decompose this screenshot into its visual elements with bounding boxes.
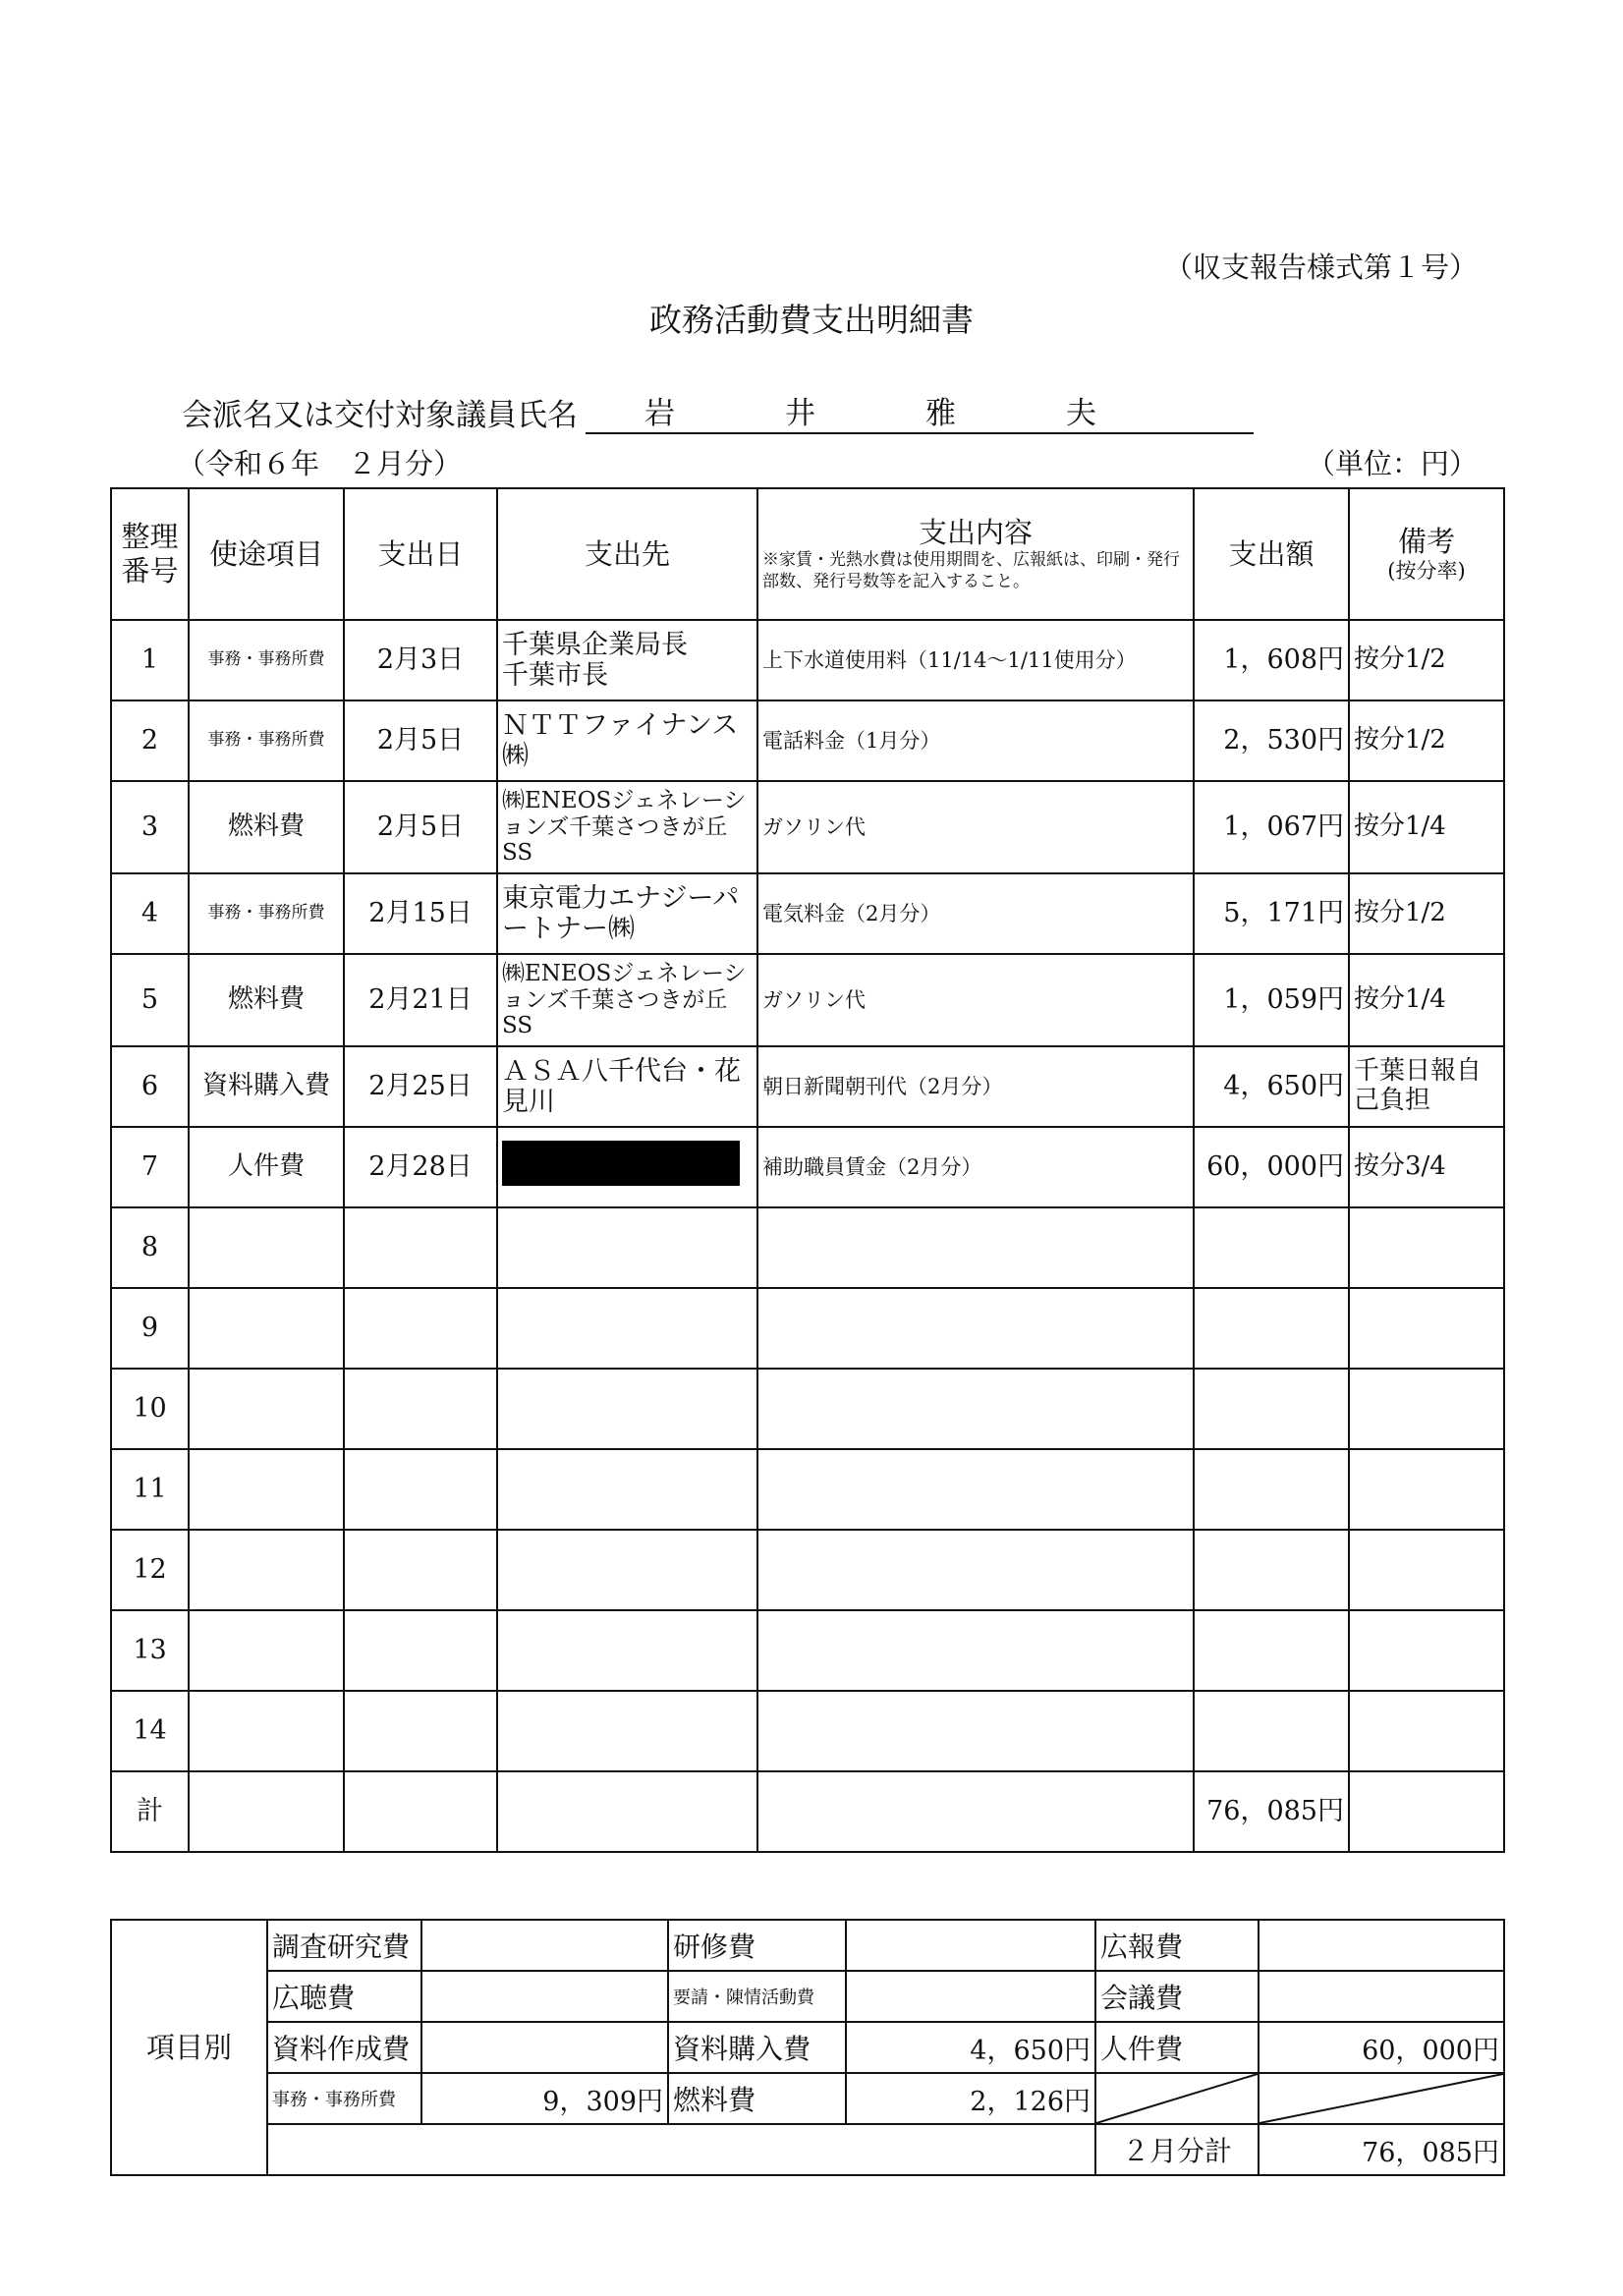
diagonal-line [1259, 2074, 1503, 2123]
row-date: 2月15日 [344, 873, 497, 954]
header-remark [1349, 488, 1504, 620]
row-date [344, 1207, 497, 1288]
header-remark-title: 備考 [1397, 525, 1455, 558]
summary-row [111, 2073, 1504, 2124]
row-content [757, 1288, 1194, 1369]
row-date: 2月21日 [344, 954, 497, 1046]
header-content-title: 支出内容 [918, 515, 1033, 549]
row-date: 2月5日 [344, 700, 497, 781]
row-category [189, 1530, 344, 1610]
row-amount: 2，530円 [1194, 700, 1349, 781]
summary-label: 資料作成費 [267, 2022, 421, 2073]
row-number: 4 [111, 873, 189, 954]
row-content [757, 1449, 1194, 1530]
row-category [189, 1449, 344, 1530]
table-cell [344, 1771, 497, 1852]
table-row [111, 1288, 1504, 1369]
row-amount [1194, 1288, 1349, 1369]
diagonal-line [1096, 2074, 1258, 2123]
table-row [111, 1691, 1504, 1771]
row-payee [497, 1288, 757, 1369]
summary-value: 4，650円 [846, 2022, 1095, 2073]
summary-label: 広報費 [1095, 1920, 1259, 1971]
summary-value [1259, 1920, 1504, 1971]
row-amount [1194, 1449, 1349, 1530]
header-payee: 支出先 [497, 488, 757, 620]
total-row [111, 1771, 1504, 1852]
row-amount [1194, 1610, 1349, 1691]
row-date [344, 1288, 497, 1369]
row-content [757, 1610, 1194, 1691]
report-period: （令和６年 ２月分） [177, 447, 463, 480]
diagonal-line-cell [1259, 2073, 1504, 2124]
member-name [586, 388, 1254, 434]
table-row [111, 700, 1504, 781]
row-category: 燃料費 [189, 954, 344, 1046]
row-category: 事務・事務所費 [189, 700, 344, 781]
unit-label: （単位：円） [1306, 447, 1478, 480]
row-category: 人件費 [189, 1127, 344, 1207]
name-char: 夫 [1066, 396, 1098, 431]
row-remark: 按分1/2 [1349, 873, 1504, 954]
row-category: 事務・事務所費 [189, 620, 344, 700]
name-row [182, 388, 1254, 434]
row-number: 8 [111, 1207, 189, 1288]
row-number: 7 [111, 1127, 189, 1207]
summary-label: 調査研究費 [267, 1920, 421, 1971]
row-remark: 千葉日報自己負担 [1349, 1046, 1504, 1127]
row-payee: 千葉県企業局長 千葉市長 [497, 620, 757, 700]
row-remark [1349, 1207, 1504, 1288]
table-row [111, 1530, 1504, 1610]
row-number: 2 [111, 700, 189, 781]
row-remark: 按分1/4 [1349, 954, 1504, 1046]
row-content [757, 1207, 1194, 1288]
table-row [111, 1610, 1504, 1691]
summary-label: 燃料費 [668, 2073, 846, 2124]
total-amount: 76，085円 [1194, 1771, 1349, 1852]
row-date [344, 1449, 497, 1530]
summary-label: 会議費 [1095, 1971, 1259, 2022]
summary-row [111, 2124, 1504, 2175]
total-label: 計 [111, 1771, 189, 1852]
row-date [344, 1610, 497, 1691]
row-date [344, 1369, 497, 1449]
summary-label: 研修費 [668, 1920, 846, 1971]
summary-blank [267, 2124, 1095, 2175]
row-amount [1194, 1369, 1349, 1449]
summary-label: 資料購入費 [668, 2022, 846, 2073]
row-amount: 60，000円 [1194, 1127, 1349, 1207]
row-number: 13 [111, 1610, 189, 1691]
row-payee [497, 1691, 757, 1771]
row-remark [1349, 1449, 1504, 1530]
header-no: 整理番号 [111, 488, 189, 620]
row-remark: 按分3/4 [1349, 1127, 1504, 1207]
month-total-value: 76，085円 [1259, 2124, 1504, 2175]
row-content [757, 1369, 1194, 1449]
table-row [111, 1127, 1504, 1207]
table-cell [497, 1771, 757, 1852]
summary-row [111, 2022, 1504, 2073]
table-header-row [111, 488, 1504, 620]
row-content: 上下水道使用料（11/14～1/11使用分） [757, 620, 1194, 700]
row-amount: 1，059円 [1194, 954, 1349, 1046]
row-content: ガソリン代 [757, 781, 1194, 873]
summary-value [421, 2022, 668, 2073]
row-amount [1194, 1207, 1349, 1288]
summary-label: 要請・陳情活動費 [668, 1971, 846, 2022]
row-payee [497, 1127, 757, 1207]
form-number: （収支報告様式第１号） [1163, 251, 1478, 284]
table-cell [757, 1771, 1194, 1852]
row-category [189, 1610, 344, 1691]
table-row [111, 873, 1504, 954]
row-content [757, 1691, 1194, 1771]
row-number: 9 [111, 1288, 189, 1369]
header-date: 支出日 [344, 488, 497, 620]
row-payee [497, 1369, 757, 1449]
summary-value: 9，309円 [421, 2073, 668, 2124]
table-row [111, 954, 1504, 1046]
name-label: 会派名又は交付対象議員氏名 [182, 398, 578, 433]
row-date: 2月3日 [344, 620, 497, 700]
summary-label: 事務・事務所費 [267, 2073, 421, 2124]
summary-value: 60，000円 [1259, 2022, 1504, 2073]
summary-row [111, 1920, 1504, 1971]
row-payee [497, 1449, 757, 1530]
row-content: 電気料金（2月分） [757, 873, 1194, 954]
row-remark [1349, 1288, 1504, 1369]
row-category [189, 1691, 344, 1771]
table-row [111, 781, 1504, 873]
row-amount: 4，650円 [1194, 1046, 1349, 1127]
summary-value [421, 1920, 668, 1971]
row-remark: 按分1/4 [1349, 781, 1504, 873]
row-category: 資料購入費 [189, 1046, 344, 1127]
summary-value [846, 1971, 1095, 2022]
row-remark [1349, 1369, 1504, 1449]
row-remark [1349, 1610, 1504, 1691]
row-amount [1194, 1530, 1349, 1610]
row-content: 補助職員賃金（2月分） [757, 1127, 1194, 1207]
row-content [757, 1530, 1194, 1610]
row-payee: ＡＳＡ八千代台・花見川 [497, 1046, 757, 1127]
row-payee: ＮＴＴファイナンス㈱ [497, 700, 757, 781]
name-char: 岩 [644, 396, 677, 431]
header-remark-sub: (按分率) [1387, 558, 1466, 583]
row-payee: 東京電力エナジーパートナー㈱ [497, 873, 757, 954]
row-remark [1349, 1691, 1504, 1771]
name-char: 雅 [925, 396, 958, 431]
row-number: 6 [111, 1046, 189, 1127]
row-number: 3 [111, 781, 189, 873]
row-number: 5 [111, 954, 189, 1046]
row-amount: 1，067円 [1194, 781, 1349, 873]
redaction-block [502, 1141, 740, 1186]
row-payee [497, 1207, 757, 1288]
table-row [111, 1449, 1504, 1530]
summary-row [111, 1971, 1504, 2022]
header-category: 使途項目 [189, 488, 344, 620]
row-date: 2月5日 [344, 781, 497, 873]
row-number: 11 [111, 1449, 189, 1530]
category-summary-table [110, 1919, 1505, 2176]
diagonal-line-cell [1095, 2073, 1259, 2124]
row-category [189, 1207, 344, 1288]
table-row [111, 620, 1504, 700]
row-payee: ㈱ENEOSジェネレーションズ千葉さつきが丘SS [497, 781, 757, 873]
row-category [189, 1369, 344, 1449]
row-category: 事務・事務所費 [189, 873, 344, 954]
document-title: 政務活動費支出明細書 [649, 301, 974, 339]
row-content: 電話料金（1月分） [757, 700, 1194, 781]
row-payee [497, 1610, 757, 1691]
summary-value [846, 1920, 1095, 1971]
row-remark [1349, 1530, 1504, 1610]
summary-side-label: 項目別 [111, 1920, 267, 2175]
row-number: 12 [111, 1530, 189, 1610]
row-payee [497, 1530, 757, 1610]
row-date: 2月25日 [344, 1046, 497, 1127]
row-remark: 按分1/2 [1349, 620, 1504, 700]
row-number: 14 [111, 1691, 189, 1771]
row-date: 2月28日 [344, 1127, 497, 1207]
table-row [111, 1046, 1504, 1127]
summary-label: 人件費 [1095, 2022, 1259, 2073]
row-category: 燃料費 [189, 781, 344, 873]
table-row [111, 1207, 1504, 1288]
expense-table [110, 487, 1505, 1853]
summary-value [421, 1971, 668, 2022]
summary-value: 2，126円 [846, 2073, 1095, 2124]
header-amount: 支出額 [1194, 488, 1349, 620]
row-content: 朝日新聞朝刊代（2月分） [757, 1046, 1194, 1127]
table-cell [1349, 1771, 1504, 1852]
row-date [344, 1691, 497, 1771]
month-total-label: ２月分計 [1095, 2124, 1259, 2175]
row-amount: 5，171円 [1194, 873, 1349, 954]
row-category [189, 1288, 344, 1369]
row-payee: ㈱ENEOSジェネレーションズ千葉さつきが丘SS [497, 954, 757, 1046]
header-content [757, 488, 1194, 620]
row-remark: 按分1/2 [1349, 700, 1504, 781]
row-content: ガソリン代 [757, 954, 1194, 1046]
table-cell [189, 1771, 344, 1852]
row-date [344, 1530, 497, 1610]
name-char: 井 [785, 396, 817, 431]
header-content-note: ※家賃・光熱水費は使用期間を、広報紙は、印刷・発行部数、発行号数等を記入すること。 [762, 550, 1180, 592]
summary-value [1259, 1971, 1504, 2022]
row-number: 10 [111, 1369, 189, 1449]
row-amount [1194, 1691, 1349, 1771]
row-amount: 1，608円 [1194, 620, 1349, 700]
table-row [111, 1369, 1504, 1449]
summary-label: 広聴費 [267, 1971, 421, 2022]
row-number: 1 [111, 620, 189, 700]
